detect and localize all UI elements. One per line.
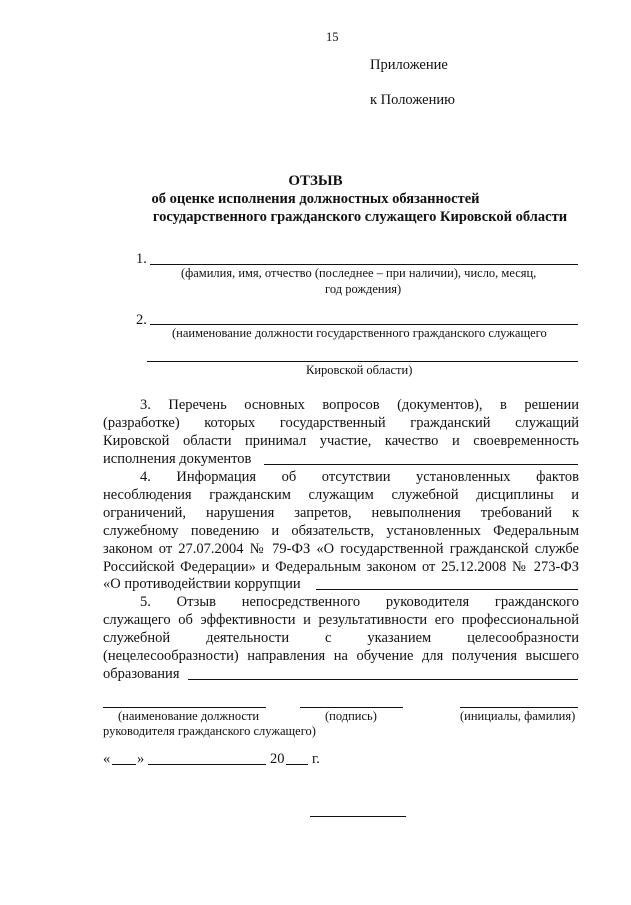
section-4-line: Российской Федерации» и Федеральным законом от 25.12.2008 № 273-ФЗ: [103, 559, 579, 575]
section-3-answer-line[interactable]: [264, 464, 578, 465]
section-4-line: законом от 27.07.2004 № 79-ФЗ «О государственной гражданской службе: [103, 541, 579, 557]
document-subtitle-2: государственного гражданского служащего Кировской области: [152, 209, 568, 225]
date-open-quote: «: [103, 751, 111, 767]
section-3-last-line: исполнения документов: [103, 451, 252, 467]
section-4-answer-line[interactable]: [316, 589, 578, 590]
section-4-line: служебному поведению и обязательств, установленных Федеральным: [103, 523, 579, 539]
section-3-line: Кировской области принимал участие, качество и своевременность: [103, 433, 579, 449]
date-year-prefix: 20: [270, 751, 285, 767]
field-2-line[interactable]: [150, 324, 578, 325]
field-2-number: 2.: [136, 312, 147, 328]
field-2-hint: (наименование должности государственного гражданского служащего: [172, 326, 547, 340]
date-close-quote: »: [137, 751, 145, 767]
field-2-hint-2: Кировской области): [306, 363, 413, 377]
section-5-line: служебной деятельности с указанием целесообразности: [103, 630, 579, 646]
section-3-line: 3. Перечень основных вопросов (документов), в решении: [140, 397, 579, 413]
date-day-line[interactable]: [112, 764, 136, 765]
section-4-line: 4. Информация об отсутствии установленных фактов: [140, 469, 579, 485]
position-hint-2: руководителя гражданского служащего): [103, 724, 316, 738]
section-3-line: (разработке) которых государственный гражданский служащий: [103, 415, 579, 431]
page-number: 15: [326, 30, 339, 44]
date-year-line[interactable]: [286, 764, 308, 765]
sign-line[interactable]: [300, 707, 403, 708]
name-hint: (инициалы, фамилия): [460, 709, 576, 723]
sign-hint: (подпись): [325, 709, 377, 723]
section-5-line: (нецелесообразности) направления на обучение для получения высшего: [103, 648, 579, 664]
appendix-reference: к Положению: [370, 92, 455, 108]
document-subtitle-1: об оценке исполнения должностных обязанностей: [151, 191, 480, 207]
section-4-line: ограничений, нарушения запретов, невыполнения требований к: [103, 505, 579, 521]
appendix-label: Приложение: [370, 57, 448, 73]
section-4-line: несоблюдения гражданским служащим служебной дисциплины и: [103, 487, 579, 503]
date-month-line[interactable]: [148, 764, 266, 765]
section-5-last-line: образования: [103, 666, 180, 682]
section-5-line: 5. Отзыв непосредственного руководителя гражданского: [140, 594, 579, 610]
field-1-hint: (фамилия, имя, отчество (последнее – при наличии), число, месяц,: [181, 266, 537, 280]
document-title: ОТЗЫВ: [288, 173, 343, 189]
position-signature-line[interactable]: [103, 707, 266, 708]
field-2-line-2[interactable]: [147, 361, 578, 362]
field-1-hint-2: год рождения): [325, 282, 402, 296]
section-5-line: служащего об эффективности и результативности его профессиональной: [103, 612, 579, 628]
name-line[interactable]: [460, 707, 578, 708]
field-1-line[interactable]: [150, 264, 578, 265]
field-1-number: 1.: [136, 251, 147, 267]
date-year-suffix: г.: [312, 751, 320, 767]
section-4-last-line: «О противодействии коррупции: [103, 576, 301, 592]
section-5-answer-line[interactable]: [188, 679, 578, 680]
closing-separator: [310, 816, 406, 817]
position-hint: (наименование должности: [118, 709, 260, 723]
